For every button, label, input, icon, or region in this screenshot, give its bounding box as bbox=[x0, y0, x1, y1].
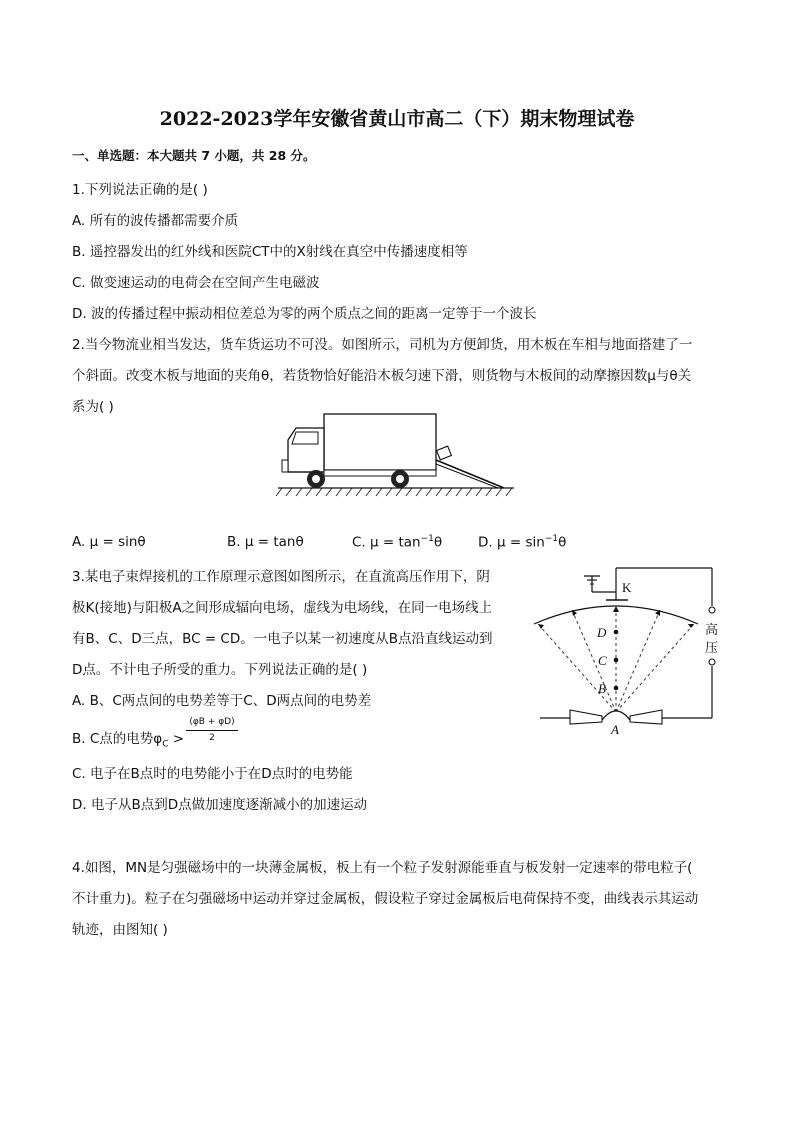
q4-stem-line-3: 轨迹，由图知( ) bbox=[72, 922, 168, 938]
q2-stem-line-3: 系为( ) bbox=[72, 399, 114, 415]
q1-option-c: C. 做变速运动的电荷会在空间产生电磁波 bbox=[72, 275, 320, 291]
q3-stem-line-3: 有B、C、D三点，BC = CD。一电子以某一初速度从B点沿直线运动到 bbox=[72, 631, 493, 647]
point-c bbox=[614, 658, 619, 663]
anode-cup bbox=[602, 711, 630, 720]
electron-beam-figure bbox=[522, 562, 732, 742]
label-c: C bbox=[598, 653, 607, 668]
q3-option-b: B. C点的电势$\varphi_C$ > (φB + φD) 2 bbox=[72, 727, 272, 757]
q3-option-a: A. B、C两点间的电势差等于C、D两点间的电势差 bbox=[72, 693, 372, 709]
label-a: A bbox=[611, 722, 619, 737]
q2-option-b: B. μ = tanθ bbox=[227, 534, 304, 550]
label-high-2: 压 bbox=[705, 640, 719, 655]
ground-hatching bbox=[276, 488, 512, 496]
label-k: K bbox=[622, 580, 632, 595]
q3-stem-line-2: 极K(接地)与阳极A之间形成辐向电场，虚线为电场线，在同一电场线上 bbox=[72, 600, 493, 616]
q3-option-c: C. 电子在B点时的电势能小于在D点时的电势能 bbox=[72, 766, 353, 782]
point-b bbox=[614, 686, 619, 691]
section-heading: 一、单选题：本大题共 7 小题，共 28 分。 bbox=[72, 148, 316, 163]
q3-stem-line-1: 3.某电子束焊接机的工作原理示意图如图所示，在直流高压作用下，阴 bbox=[72, 569, 490, 585]
q2-stem-line-2: 个斜面。改变木板与地面的夹角θ，若货物恰好能沿木板匀速下滑，则货物与木板间的动摩擦因数μ与θ关 bbox=[72, 368, 692, 384]
q1-stem: 1.下列说法正确的是( ) bbox=[72, 182, 208, 198]
page-title: 2022-2023学年安徽省黄山市高二（下）期末物理试卷 bbox=[159, 108, 635, 130]
q2-option-a: A. μ = sinθ bbox=[72, 534, 146, 550]
q1-option-b: B. 遥控器发出的红外线和医院CT中的X射线在真空中传播速度相等 bbox=[72, 244, 468, 260]
q1-option-d: D. 波的传播过程中振动相位差总为零的两个质点之间的距离一定等于一个波长 bbox=[72, 306, 537, 322]
q1-option-a: A. 所有的波传播都需要介质 bbox=[72, 213, 239, 229]
terminal-bottom bbox=[709, 659, 715, 665]
label-b: B bbox=[598, 681, 606, 696]
label-d: D bbox=[597, 625, 607, 640]
truck-ramp-figure bbox=[272, 410, 522, 500]
q3-stem-line-4: D点。不计电子所受的重力。下列说法正确的是( ) bbox=[72, 662, 368, 678]
q2-option-c: C. $\mu = \tan^{-1}\theta$ bbox=[352, 534, 443, 551]
q2-options bbox=[72, 534, 632, 554]
q2-option-d: D. $\mu = \sin^{-1}\theta$ bbox=[478, 534, 567, 551]
ramp-board bbox=[436, 460, 504, 488]
cargo-box bbox=[324, 414, 436, 470]
cab-window bbox=[292, 432, 318, 444]
q2-stem-line-1: 2.当今物流业相当发达，货车货运功不可没。如图所示，司机为方便卸货，用木板在车相与地面搭建了一 bbox=[72, 337, 693, 353]
q4-stem-line-2: 不计重力)。粒子在匀强磁场中运动并穿过金属板，假设粒子穿过金属板后电荷保持不变，曲线表示其运动 bbox=[72, 891, 699, 907]
q4-stem-line-1: 4.如图，MN是匀强磁场中的一块薄金属板，板上有一个粒子发射源能垂直与板发射一定速率的带电粒子( bbox=[72, 860, 693, 876]
point-d bbox=[614, 630, 619, 635]
terminal-top bbox=[709, 607, 715, 613]
cargo-package bbox=[437, 446, 452, 460]
q3-option-d: D. 电子从B点到D点做加速度逐渐减小的加速运动 bbox=[72, 797, 368, 813]
label-high-1: 高 bbox=[705, 622, 719, 637]
